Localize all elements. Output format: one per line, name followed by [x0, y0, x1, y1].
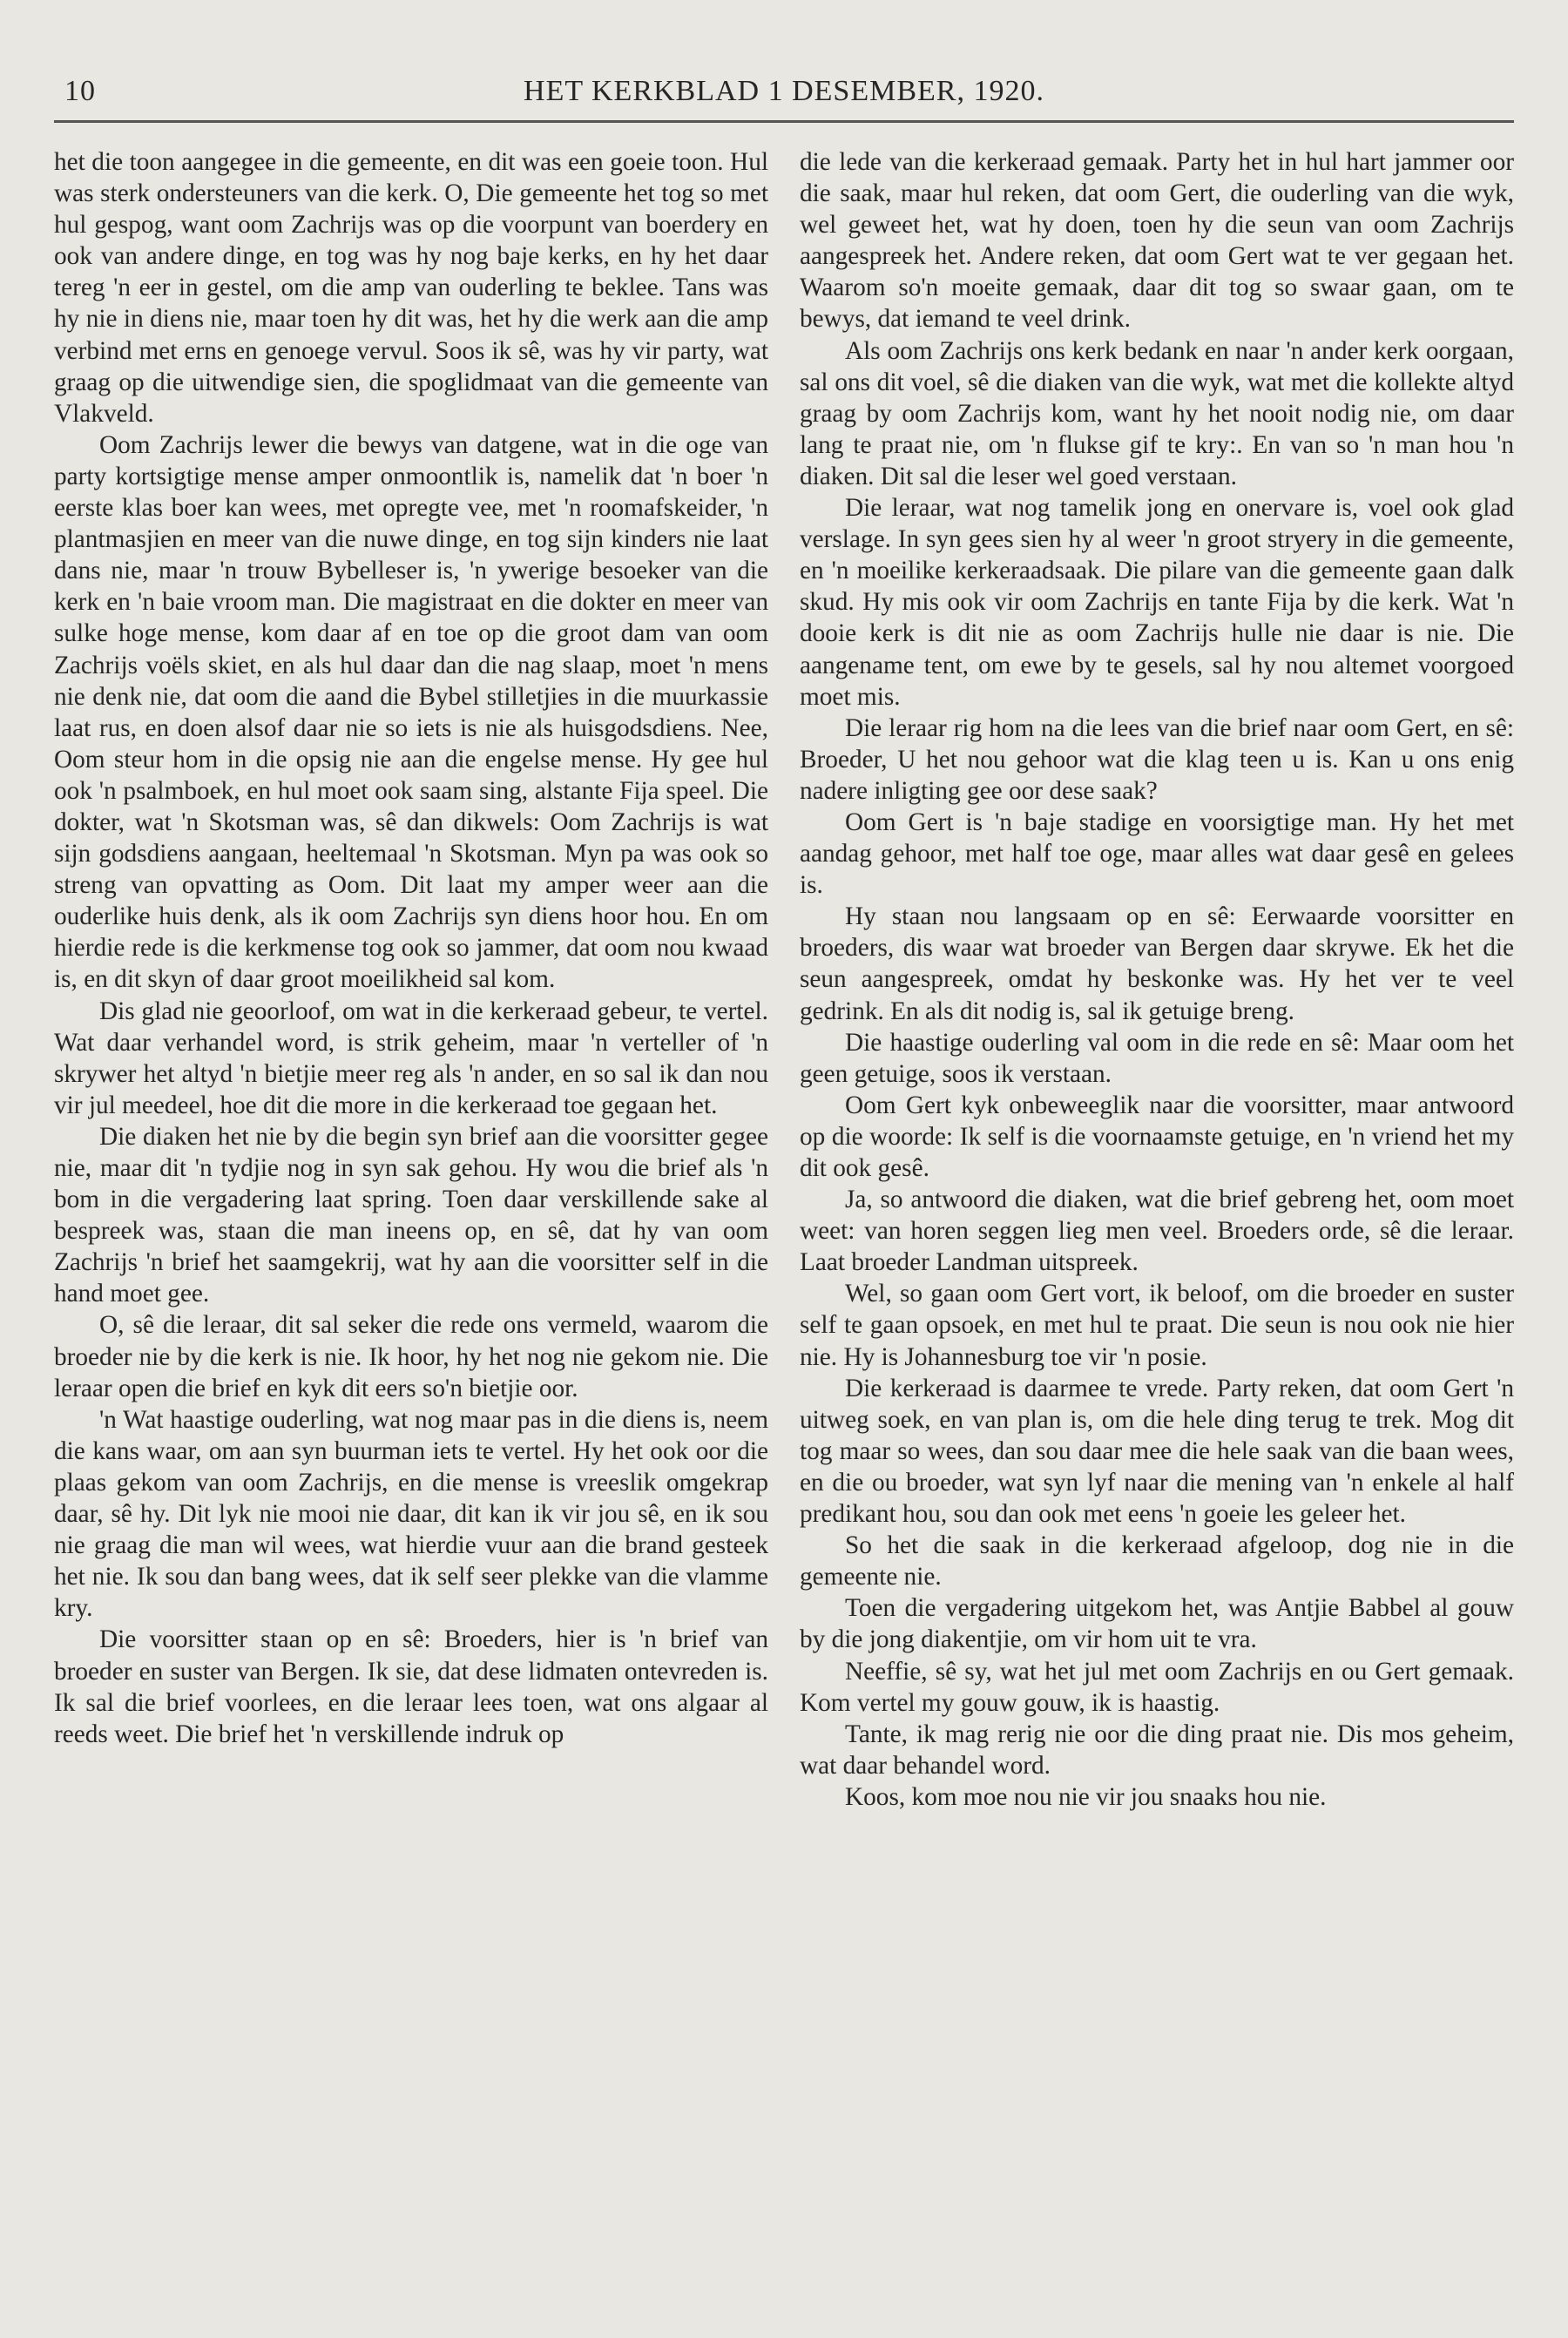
paragraph: Wel, so gaan oom Gert vort, ik beloof, om die broeder en suster self te gaan opsoek, en met hul te praat. Die seun is nou ook nie hier nie. Hy is Johannesburg toe vir 'n posie. [800, 1280, 1514, 1371]
paragraph: Als oom Zachrijs ons kerk bedank en naar 'n ander kerk oorgaan, sal ons dit voel, sê die diaken van die wyk, wat met die kollekte altyd graag by oom Zachrijs kom, want hy het nooit nodig nie, om daar lang te praat nie, om 'n flukse gif te kry:. En van so 'n man hou 'n diaken. Dit sal die leser wel goed verstaan. [800, 336, 1514, 490]
running-head-title: HET KERKBLAD 1 DESEMBER, 1920. [524, 75, 1044, 107]
paragraph: Koos, kom moe nou nie vir jou snaaks hou nie. [845, 1782, 1327, 1811]
paragraph: Oom Gert kyk onbeweeglik naar die voorsitter, maar antwoord op die woorde: Ik self is die voornaamste getuige, en 'n vriend het my dit ook gesê. [800, 1091, 1514, 1182]
left-column [54, 146, 768, 2286]
paragraph: Dis glad nie geoorloof, om wat in die kerkeraad gebeur, te vertel. Wat daar verhandel word, is strik geheim, maar 'n verteller of 'n skrywer het altyd 'n bietjie meer reg als 'n ander, en so sal ik dan nou vir jul meedeel, hoe dit die more in die kerkeraad toe gegaan het. [54, 997, 768, 1119]
right-column [800, 146, 1514, 2286]
paragraph: Neeffie, sê sy, wat het jul met oom Zachrijs en ou Gert gemaak. Kom vertel my gouw gouw, ik is haastig. [800, 1657, 1514, 1717]
paragraph: Ja, so antwoord die diaken, wat die brief gebreng het, oom moet weet: van horen seggen lieg men veel. Broeders orde, sê die leraar. Laat broeder Landman uitspreek. [800, 1186, 1514, 1277]
paragraph: Die leraar rig hom na die lees van die brief naar oom Gert, en sê: Broeder, U het nou gehoor wat die klag teen u is. Kan u ons enig nadere inligting gee oor dese saak? [800, 713, 1514, 805]
paragraph: So het die saak in die kerkeraad afgeloop, dog nie in die gemeente nie. [800, 1531, 1514, 1591]
paragraph: die lede van die kerkeraad gemaak. Party het in hul hart jammer oor die saak, maar hul reken, dat oom Gert, die ouderling van die wyk, wel geweet het, wat hy doen, toen hy die seun van oom Zachrijs aangespreek het. Andere reken, dat oom Gert wat te ver gegaan het. Waarom so'n moeite gemaak, daar dit tog so swaar gaan, om te bewys, dat iemand te veel drink. [800, 148, 1514, 334]
paragraph: Oom Zachrijs lewer die bewys van datgene, wat in die oge van party kortsigtige mense amper onmoontlik is, namelik dat 'n boer 'n eerste klas boer kan wees, met opregte vee, met 'n roomafskeider, 'n plantmasjien en meer van die nuwe dinge, en tog sijn kinders nie laat dans nie, maar 'n trouw Bybelleser is, 'n ywerige besoeker van die kerk en 'n baie vroom man. Die magistraat en die dokter en meer van sulke hoge mense, kom daar af en toe op die groot dam van oom Zachrijs voëls skiet, en als hul daar dan die nag slaap, moet 'n mens nie denk nie, dat oom die aand die Bybel stilletjies in die muurkassie laat rus, en doen alsof daar nie so iets is nie als huisgodsdiens. Nee, Oom steur hom in die opsig nie aan die engelse mense. Hy gee hul ook 'n psalmboek, en hul moet ook saam sing, alstante Fija speel. Die dokter, wat 'n Skotsman was, sê dan dikwels: Oom Zachrijs is wat sijn godsdiens aangaan, heeltemaal 'n Skotsman. Myn pa was ook so streng van opvatting as Oom. Dit laat my amper weer aan die ouderlike huis denk, als ik oom Zachrijs syn diens hoor hou. En om hierdie rede is die kerkmense tog ook so jammer, dat oom nou kwaad is, en dit skyn of daar groot moeilikheid sal kom. [54, 430, 768, 994]
paragraph: 'n Wat haastige ouderling, wat nog maar pas in die diens is, neem die kans waar, om aan syn buurman iets te vertel. Hy het ook oor die plaas gekom van oom Zachrijs, en die mense is vreeslik omgekrap daar, sê hy. Dit lyk nie mooi nie daar, dit kan ik vir jou sê, en ik sou nie graag die man wil wees, wat hierdie vuur aan die brand gesteek het nie. Ik sou dan bang wees, dat ik self seer plekke van die vlamme kry. [54, 1405, 768, 1623]
paragraph: Oom Gert is 'n baje stadige en voorsigtige man. Hy het met aandag gehoor, met half toe oge, maar alles wat daar gesê en gelees is. [800, 807, 1514, 900]
paragraph: Toen die vergadering uitgekom het, was Antjie Babbel al gouw by die jong diakentjie, om vir hom uit te vra. [800, 1594, 1514, 1654]
page-header [54, 68, 1514, 122]
paragraph: Die diaken het nie by die begin syn brief aan die voorsitter gegee nie, maar dit 'n tydjie nog in syn sak gehou. Hy wou die brief als 'n bom in die vergadering laat spring. Toen daar verskillende sake al bespreek was, staan die man ineens op, en sê, dat hy van oom Zachrijs 'n brief het saamgekrij, wat hy aan die voorsitter self in die hand moet gee. [54, 1122, 768, 1308]
paragraph: Die haastige ouderling val oom in die rede en sê: Maar oom het geen getuige, soos ik verstaan. [800, 1028, 1514, 1088]
header-rule [54, 120, 1514, 123]
paragraph: O, sê die leraar, dit sal seker die rede ons vermeld, waarom die broeder nie by die kerk is nie. Ik hoor, hy het nog nie gekom nie. Die leraar open die brief en kyk dit eers so'n bietjie oor. [54, 1311, 768, 1402]
paragraph: Die leraar, wat nog tamelik jong en onervare is, voel ook glad verslage. In syn gees sien hy al weer 'n groot stryery in die gemeente, en 'n moeilike kerkeraadsaak. Die pilare van die gemeente gaan dalk skud. Hy mis ook vir oom Zachrijs en tante Fija by die kerk. Wat 'n dooie kerk is dit nie as oom Zachrijs hulle nie daar is nie. Die aangename tent, om ewe by te gesels, sal hy nou altemet voorgoed moet mis. [800, 494, 1514, 711]
paragraph: Die kerkeraad is daarmee te vrede. Party reken, dat oom Gert 'n uitweg soek, en van plan is, om die hele ding terug te trek. Mog dit tog maar so wees, dan sou daar mee die hele saak van die baan wees, en die ou broeder, wat syn lyf naar die mening van 'n enkele al half predikant hou, sou dan ook met eens 'n goeie les geleer het. [800, 1374, 1514, 1529]
paragraph: Tante, ik mag rerig nie oor die ding praat nie. Dis mos geheim, wat daar behandel word. [800, 1720, 1514, 1780]
page-number: 10 [64, 75, 96, 107]
paragraph: het die toon aangegee in die gemeente, en dit was een goeie toon. Hul was sterk ondersteuners van die kerk. O, Die gemeente het tog so met hul gespog, want oom Zachrijs was op die voorpunt van boerdery en ook van andere dinge, en tog was hy nog baje kerks, en hy het daar tereg 'n eer in gestel, om die amp van ouderling te beklee. Tans was hy nie in diens nie, maar toen hy dit was, het hy die werk aan die amp verbind met erns en genoege vervul. Soos ik sê, was hy vir party, wat graag op die uitwendige sien, die spoglidmaat van die gemeente van Vlakveld. [54, 148, 768, 428]
paragraph: Die voorsitter staan op en sê: Broeders, hier is 'n brief van broeder en suster van Bergen. Ik sie, dat dese lidmaten ontevreden is. Ik sal die brief voorlees, en die leraar lees toen, wat ons algaar al reeds weet. Die brief het 'n verskillende indruk op [54, 1625, 768, 1748]
paragraph: Hy staan nou langsaam op en sê: Eerwaarde voorsitter en broeders, dis waar wat broeder van Bergen daar skrywe. Ek het die seun aangespreek, omdat hy beskonke was. Hy het ver te veel gedrink. En als dit nodig is, sal ik getuige breng. [800, 902, 1514, 1025]
article-columns [54, 146, 1514, 2286]
